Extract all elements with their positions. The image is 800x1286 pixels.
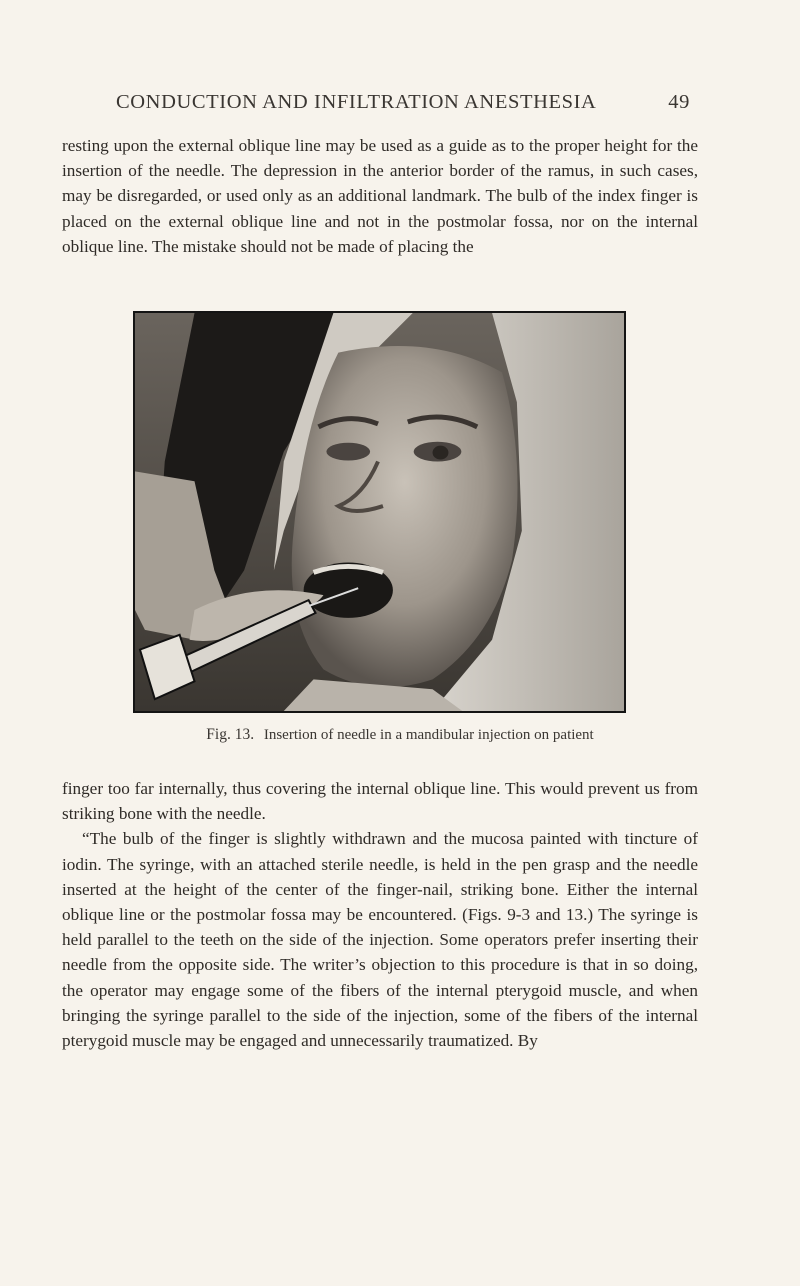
figure-photograph: [133, 311, 626, 713]
running-title: CONDUCTION AND INFILTRATION ANESTHESIA: [116, 91, 597, 113]
paragraph-top-text: resting upon the external oblique line may be used as a guide as to the proper height for the insertion of the needle. The depression in the anterior border of the ramus, in such cases, may be disregarded, or used only as an additional landmark. The bulb of the index finger is placed on the external oblique line and not in the postmolar fossa, nor on the internal oblique line. The mistake should not be made of placing the: [62, 136, 698, 256]
photo-illustration: [135, 313, 624, 711]
running-head: [116, 91, 690, 119]
page-number: 49: [668, 91, 690, 113]
paragraph-bottom-1: finger too far internally, thus covering the internal oblique line. This would prevent us from striking bone with the needle.: [62, 779, 698, 824]
figure-caption: [0, 726, 800, 744]
figure-label: Fig. 13.: [206, 726, 255, 743]
paragraph-bottom: [62, 776, 698, 1053]
paragraph-top: [62, 133, 698, 259]
paragraph-bottom-2: “The bulb of the finger is slightly withdrawn and the mucosa painted with tincture of iodin. The syringe, with an attached sterile needle, is held in the pen grasp and the needle inserted at the height of the center of the finger-nail, striking bone. Either the internal oblique line or the postmolar fossa may be encountered. (Figs. 9-3 and 13.) The syringe is held parallel to the teeth on the side of the injection. Some operators prefer inserting their needle from the opposite side. The writer’s objection to this procedure is that in so doing, the operator may engage some of the fibers of the internal pterygoid muscle, and when bringing the syringe parallel to the side of the injection, some of the fibers of the internal pterygoid muscle may be engaged and unnecessarily traumatized. By: [62, 829, 698, 1051]
figure-caption-text: Insertion of needle in a mandibular injection on patient: [263, 727, 594, 743]
